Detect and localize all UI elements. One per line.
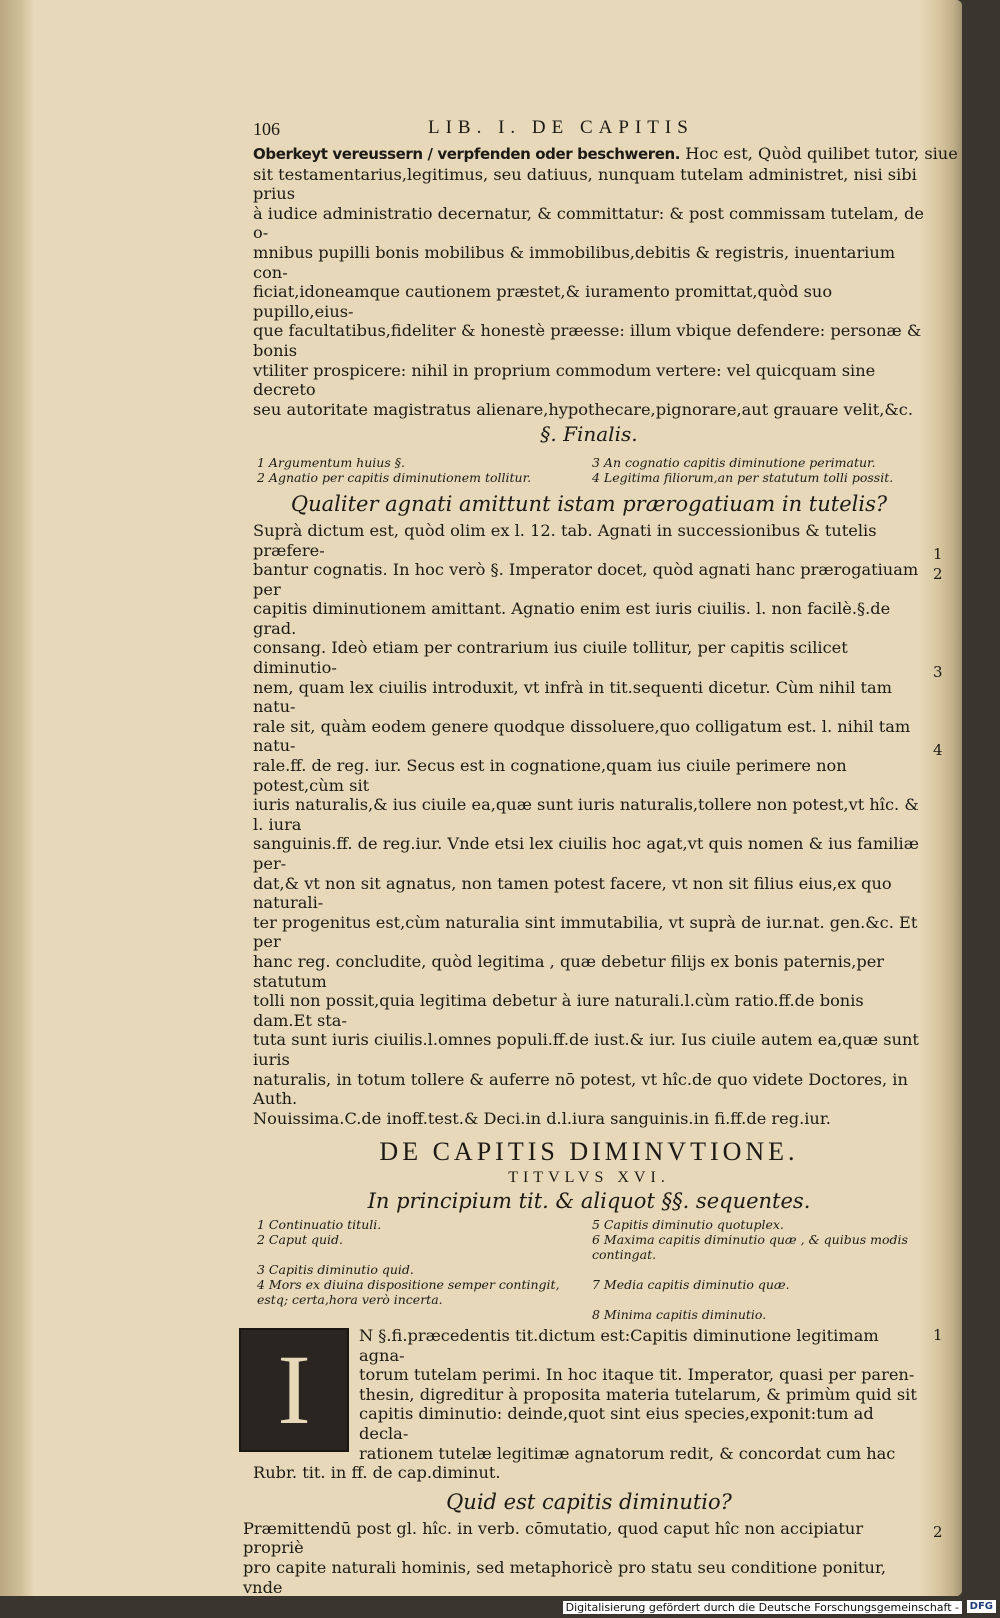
body-paragraph-2 (243, 1518, 943, 1596)
fraktur-phrase: Oberkeyt vereussern / verpfenden oder beschweren. (253, 145, 681, 163)
margin-number: 2 (933, 564, 943, 583)
text-line: ter progenitus est,cùm naturalia sint immutabilia, vt suprà de iur.nat. gen.&c. Et per (253, 912, 918, 952)
index-entry: 8 Minima capitis diminutio. (592, 1307, 767, 1323)
question-heading: Qualiter agnati amittunt istam prærogatiuam in tutelis? (290, 491, 888, 516)
text-line: Suprà dictum est, quòd olim ex l. 12. tab. Agnati in successionibus & tutelis præfere- (253, 520, 877, 560)
index-entry (253, 1307, 588, 1322)
decorated-initial: I (239, 1328, 349, 1452)
page-edge (920, 0, 962, 1596)
text-line: mnibus pupilli bonis mobilibus & immobilibus,debitis & registris, inuentarium con- (253, 242, 896, 282)
text-line: tuta sunt iuris ciuilis.l.omnes populi.ff.de iust.& iur. Ius ciuile autem ea,quæ sunt iuris (253, 1030, 919, 1069)
title-index (253, 1217, 925, 1322)
index-entry (588, 1262, 923, 1277)
summary-index (253, 455, 925, 485)
index-entry: 2 Caput quid. (257, 1232, 344, 1248)
index-entry: 4 Mors ex diuina dispositione semper contingit, estq; certa,hora verò incerta. (257, 1277, 560, 1308)
text-line: rale.ff. de reg. iur. Secus est in cognatione,quam ius ciuile perimere non potest,cùm sit (253, 756, 847, 795)
text-line: capitis diminutionem amittant. Agnatio enim est iuris ciuilis. l. non facilè.§.de grad. (253, 599, 891, 638)
text-line: consang. Ideò etiam per contrarium ius ciuile tollitur, per capitis scilicet diminutio- (253, 638, 848, 678)
margin-number: 1 (933, 1326, 943, 1345)
text-line: bantur cognatis. In hoc verò §. Imperator docet, quòd agnati hanc prærogatiuam per (253, 560, 919, 599)
title-main: DE CAPITIS DIMINVTIONE. (379, 1137, 799, 1167)
text-line: torum tutelam perimi. In hoc itaque tit. Imperator, quasi per paren- (359, 1365, 915, 1385)
text-line: dat,& vt non sit agnatus, non tamen potest facere, vt non sit filius eius,ex quo naturali- (253, 873, 892, 913)
running-header (253, 118, 925, 144)
index-entry: 3 An cognatio capitis diminutione perimatur. (592, 454, 876, 470)
index-entry: 6 Maxima capitis diminutio quæ , & quibus modis contingat. (592, 1232, 908, 1263)
text-line: à iudice administratio decernatur, & committatur: & post commissam tutelam, de o- (253, 203, 924, 243)
margin-number: 1 (933, 544, 943, 563)
section-heading: §. Finalis. (540, 422, 638, 447)
text-line: iuris naturalis,& ius ciuile ea,quæ sunt iuris naturalis,tollere non potest,vt hîc. & l. iura (253, 795, 919, 834)
index-entry: 1 Continuatio tituli. (257, 1217, 382, 1233)
question-heading: Quid est capitis diminutio? (446, 1489, 732, 1514)
text-line: N §.fi.præcedentis tit.dictum est:Capitis diminutione legitimam agna- (359, 1326, 879, 1365)
footer-text: Digitalisierung gefördert durch die Deutsche Forschungsgemeinschaft - (563, 1601, 962, 1614)
footer (0, 1598, 1000, 1618)
text-line: naturalis, in totum tollere & auferre nō potest, vt hîc.de quo videte Doctores, in Auth. (253, 1069, 908, 1109)
text-line: sanguinis.ff. de reg.iur. Vnde etsi lex ciuilis hoc agat,vt quis nomen & ius familiæ per- (253, 834, 919, 873)
text-line: sit testamentarius,legitimus, seu datiuus, nunquam tutelam administret, nisi sibi prius (253, 164, 917, 204)
text-line: Hoc est, Quòd quilibet tutor, siue (685, 144, 958, 163)
page-text (243, 117, 958, 1596)
text-line: hanc reg. concludite, quòd legitima , quæ debetur filijs ex bonis paternis,per statutum (253, 951, 885, 991)
page-gutter (0, 0, 34, 1596)
index-entry: 7 Media capitis diminutio quæ. (592, 1277, 790, 1293)
text-line: Nouissima.C.de inoff.test.& Deci.in d.l.iura sanguinis.in fi.ff.de reg.iur. (253, 1108, 831, 1128)
text-line: rationem tutelæ legitimæ agnatorum redit, & concordat cum hac (359, 1443, 896, 1463)
text-line: nem, quam lex ciuilis introduxit, vt infrà in tit.sequenti dicetur. Cùm nihil tam natu- (253, 677, 892, 717)
title-sub: TITVLVS XVI. (508, 1168, 670, 1186)
page-number: 106 (253, 119, 280, 139)
text-line: seu autoritate magistratus alienare,hypothecare,pignorare,aut grauare velit,&c. (253, 399, 913, 419)
title-heading: In principium tit. & aliquot §§. sequentes. (367, 1188, 811, 1213)
text-line: Rubr. tit. in ff. de cap.diminut. (253, 1463, 501, 1483)
body-paragraph (253, 1326, 943, 1483)
text-line: rale sit, quàm eodem genere quodque dissoluere,quo colligatum est. l. nihil tam natu- (253, 716, 911, 756)
text-line: tolli non possit,quia legitima debetur à iure naturali.l.cùm ratio.ff.de bonis dam.Et sta- (253, 991, 864, 1030)
index-entry: 5 Capitis diminutio quotuplex. (592, 1217, 784, 1233)
text-line: que facultatibus,fideliter & honestè præesse: illum vbique defendere: personæ & bonis (253, 321, 922, 360)
text-line: pro capite naturali hominis, sed metaphoricè pro statu seu conditione ponitur, vnde (243, 1558, 887, 1596)
dfg-logo: DFG (967, 1600, 996, 1613)
text-line: vtiliter prospicere: nihil in proprium commodum vertere: vel quicquam sine decreto (253, 360, 876, 400)
index-entry: 2 Agnatio per capitis diminutionem tollitur. (257, 469, 532, 485)
margin-number: 4 (933, 740, 943, 759)
running-title: LIB. I. DE CAPITIS (428, 117, 694, 138)
index-entry: 1 Argumentum huius §. (257, 454, 405, 470)
text-line: Præmittendū post gl. hîc. in verb. cōmutatio, quod caput hîc non accipiatur propriè (243, 1518, 864, 1558)
opening-paragraph (253, 144, 958, 419)
finalis-paragraph (253, 520, 943, 1128)
text-line: ficiat,idoneamque cautionem præstet,& iuramento promittat,quòd suo pupillo,eius- (253, 282, 833, 321)
text-line: capitis diminutio: deinde,quot sint eius species,exponit:tum ad decla- (359, 1404, 874, 1444)
index-entry: 4 Legitima filiorum,an per statutum tolli possit. (592, 469, 894, 485)
index-entry: 3 Capitis diminutio quid. (257, 1262, 414, 1278)
margin-number: 3 (933, 662, 943, 681)
text-line: thesin, digreditur à proposita materia tutelarum, & primùm quid sit (359, 1384, 917, 1404)
margin-number: 2 (933, 1522, 943, 1541)
